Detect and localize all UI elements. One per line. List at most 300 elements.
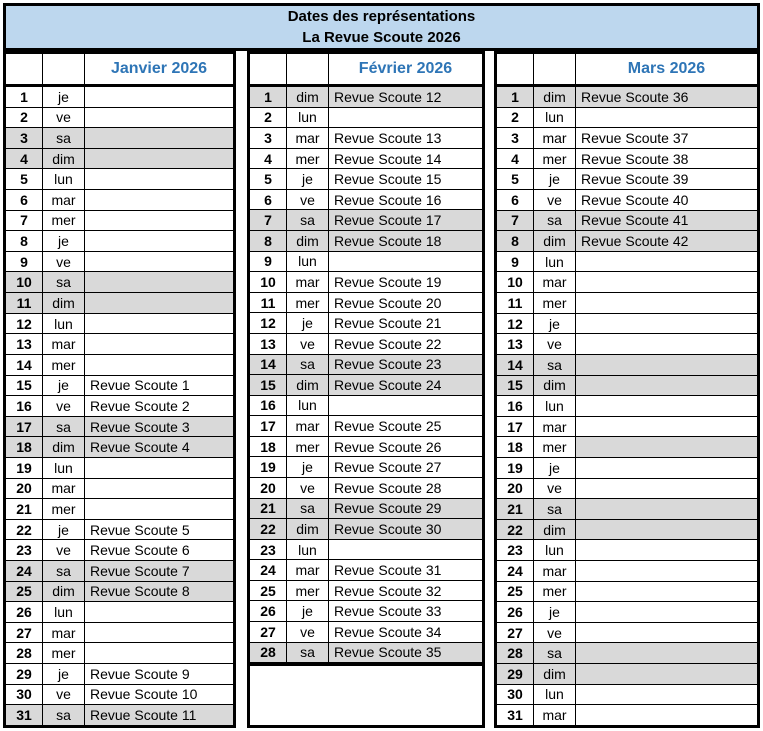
- event-cell: [576, 314, 757, 334]
- day-abbrev-cell: mar: [287, 128, 329, 148]
- event-cell: [329, 108, 482, 128]
- day-abbrev-cell: ve: [43, 540, 85, 560]
- calendar-row: [497, 128, 757, 149]
- event-cell: Revue Scoute 25: [334, 418, 442, 435]
- calendar-row: [497, 685, 757, 706]
- day-abbrev-cell: ve: [43, 252, 85, 272]
- day-abbrev-cell: sa: [43, 561, 85, 581]
- day-abbrev-cell: mar: [534, 705, 576, 725]
- calendar-row: [6, 582, 233, 603]
- day-number-cell: 7: [497, 211, 534, 231]
- event-cell: [85, 643, 233, 663]
- calendar-row: [250, 252, 482, 273]
- day-abbrev-cell: sa: [43, 417, 85, 437]
- day-number-cell: 27: [250, 622, 287, 642]
- day-abbrev-cell: sa: [287, 499, 329, 519]
- day-abbrev-cell: mer: [43, 499, 85, 519]
- calendar-row: [497, 705, 757, 725]
- day-number-cell: 8: [250, 231, 287, 251]
- event-cell: [576, 643, 757, 663]
- day-number-cell: 28: [497, 643, 534, 663]
- event-cell: [85, 252, 233, 272]
- day-number-cell: 2: [497, 108, 534, 128]
- calendar-row: [497, 396, 757, 417]
- day-abbrev-cell: mar: [534, 272, 576, 292]
- day-abbrev-cell: je: [534, 169, 576, 189]
- day-abbrev-cell: ve: [43, 685, 85, 705]
- calendar-row: [250, 540, 482, 561]
- event-cell: Revue Scoute 16: [334, 191, 442, 208]
- event-cell: [576, 479, 757, 499]
- calendar-row: [497, 602, 757, 623]
- schedule-sheet: [3, 3, 760, 728]
- header-spacer-abbr: [534, 54, 576, 84]
- calendar-row: [6, 314, 233, 335]
- event-cell: [329, 252, 482, 272]
- day-number-cell: 21: [497, 499, 534, 519]
- event-cell: Revue Scoute 31: [334, 562, 442, 579]
- day-abbrev-cell: mer: [287, 293, 329, 313]
- calendar-row: [497, 293, 757, 314]
- event-cell: [85, 211, 233, 231]
- day-abbrev-cell: mer: [43, 211, 85, 231]
- day-abbrev-cell: mer: [534, 293, 576, 313]
- calendar-row: [497, 149, 757, 170]
- calendar-row: [6, 334, 233, 355]
- event-cell: [576, 582, 757, 602]
- day-abbrev-cell: sa: [43, 128, 85, 148]
- day-abbrev-cell: ve: [287, 622, 329, 642]
- month-header-fevrier: [250, 54, 482, 87]
- day-number-cell: 2: [6, 108, 43, 128]
- calendar-row: [497, 623, 757, 644]
- event-cell: Revue Scoute 8: [90, 583, 190, 600]
- day-abbrev-cell: mar: [287, 560, 329, 580]
- event-cell: [85, 231, 233, 251]
- day-abbrev-cell: dim: [43, 437, 85, 457]
- event-cell: Revue Scoute 34: [334, 623, 442, 640]
- day-abbrev-cell: je: [43, 376, 85, 396]
- calendar-row: [250, 622, 482, 643]
- calendar-row: [250, 355, 482, 376]
- day-number-cell: 13: [6, 334, 43, 354]
- day-abbrev-cell: lun: [43, 314, 85, 334]
- day-number-cell: 18: [497, 437, 534, 457]
- event-cell: [576, 705, 757, 725]
- day-number-cell: 6: [497, 190, 534, 210]
- day-abbrev-cell: mar: [43, 479, 85, 499]
- event-cell: Revue Scoute 19: [334, 273, 442, 290]
- calendar-row: [6, 685, 233, 706]
- calendar-row: [497, 643, 757, 664]
- day-number-cell: 25: [250, 581, 287, 601]
- event-cell: Revue Scoute 23: [334, 356, 442, 373]
- day-abbrev-cell: lun: [534, 540, 576, 560]
- calendar-row: [250, 581, 482, 602]
- event-cell: Revue Scoute 5: [90, 521, 190, 538]
- event-cell: [576, 685, 757, 705]
- calendar-row: [250, 87, 482, 108]
- day-abbrev-cell: dim: [287, 375, 329, 395]
- day-number-cell: 31: [6, 705, 43, 725]
- calendar-row: [497, 417, 757, 438]
- calendar-row: [250, 313, 482, 334]
- day-number-cell: 3: [497, 128, 534, 148]
- event-cell: [329, 396, 482, 416]
- calendar-row: [497, 561, 757, 582]
- event-cell: Revue Scoute 13: [334, 129, 442, 146]
- day-number-cell: 22: [6, 520, 43, 540]
- day-abbrev-cell: dim: [43, 149, 85, 169]
- calendar-row: [6, 293, 233, 314]
- day-abbrev-cell: mer: [287, 581, 329, 601]
- event-cell: [576, 376, 757, 396]
- event-cell: Revue Scoute 17: [334, 212, 442, 229]
- calendar-row: [6, 479, 233, 500]
- day-abbrev-cell: lun: [534, 685, 576, 705]
- event-cell: Revue Scoute 6: [90, 542, 190, 559]
- calendar-row: [250, 560, 482, 581]
- event-cell: [576, 664, 757, 684]
- calendar-row: [6, 190, 233, 211]
- day-abbrev-cell: ve: [287, 190, 329, 210]
- day-abbrev-cell: sa: [287, 643, 329, 663]
- event-cell: [85, 623, 233, 643]
- day-abbrev-cell: sa: [287, 210, 329, 230]
- event-cell: Revue Scoute 10: [90, 686, 198, 703]
- calendar-row: [6, 211, 233, 232]
- calendar-row: [6, 376, 233, 397]
- calendar-row: [497, 520, 757, 541]
- day-number-cell: 15: [6, 376, 43, 396]
- event-cell: [85, 479, 233, 499]
- empty-filler-area: [250, 663, 482, 725]
- calendar-row: [6, 417, 233, 438]
- event-cell: [85, 149, 233, 169]
- day-number-cell: 26: [6, 602, 43, 622]
- calendar-row: [250, 519, 482, 540]
- day-number-cell: 5: [250, 169, 287, 189]
- day-abbrev-cell: lun: [43, 458, 85, 478]
- day-number-cell: 28: [6, 643, 43, 663]
- calendar-row: [6, 128, 233, 149]
- day-number-cell: 6: [6, 190, 43, 210]
- day-abbrev-cell: ve: [534, 334, 576, 354]
- day-number-cell: 3: [6, 128, 43, 148]
- day-number-cell: 25: [497, 582, 534, 602]
- day-abbrev-cell: dim: [287, 519, 329, 539]
- event-cell: Revue Scoute 14: [334, 150, 442, 167]
- calendar-row: [6, 664, 233, 685]
- calendar-row: [497, 376, 757, 397]
- day-abbrev-cell: lun: [287, 540, 329, 560]
- event-cell: [576, 334, 757, 354]
- event-cell: [576, 396, 757, 416]
- day-abbrev-cell: lun: [287, 396, 329, 416]
- calendar-row: [497, 231, 757, 252]
- title-box: [3, 3, 760, 51]
- day-number-cell: 18: [250, 437, 287, 457]
- day-abbrev-cell: mar: [534, 417, 576, 437]
- event-cell: [576, 458, 757, 478]
- day-abbrev-cell: je: [43, 231, 85, 251]
- day-number-cell: 26: [250, 601, 287, 621]
- event-cell: Revue Scoute 40: [581, 191, 689, 208]
- calendar-row: [497, 582, 757, 603]
- calendar-row: [250, 416, 482, 437]
- day-abbrev-cell: mar: [43, 334, 85, 354]
- day-number-cell: 23: [497, 540, 534, 560]
- day-abbrev-cell: dim: [534, 520, 576, 540]
- event-cell: Revue Scoute 37: [581, 130, 689, 147]
- day-abbrev-cell: mar: [534, 128, 576, 148]
- day-abbrev-cell: dim: [287, 231, 329, 251]
- event-cell: [85, 87, 233, 107]
- calendar-row: [6, 458, 233, 479]
- day-abbrev-cell: lun: [534, 108, 576, 128]
- event-cell: Revue Scoute 32: [334, 582, 442, 599]
- day-abbrev-cell: mer: [287, 149, 329, 169]
- event-cell: [85, 355, 233, 375]
- calendar-row: [497, 479, 757, 500]
- event-cell: [576, 499, 757, 519]
- event-cell: [85, 499, 233, 519]
- day-number-cell: 30: [6, 685, 43, 705]
- day-abbrev-cell: lun: [534, 396, 576, 416]
- event-cell: [576, 272, 757, 292]
- day-abbrev-cell: dim: [287, 87, 329, 107]
- event-cell: Revue Scoute 33: [334, 603, 442, 620]
- calendar-row: [497, 190, 757, 211]
- calendar-row: [250, 334, 482, 355]
- calendar-row: [250, 375, 482, 396]
- calendar-row: [497, 437, 757, 458]
- calendar-row: [497, 272, 757, 293]
- calendar-row: [250, 499, 482, 520]
- day-number-cell: 5: [497, 169, 534, 189]
- day-number-cell: 14: [6, 355, 43, 375]
- header-spacer-abbr: [287, 54, 329, 84]
- day-abbrev-cell: dim: [534, 231, 576, 251]
- month-title-fevrier: Février 2026: [358, 60, 453, 77]
- day-abbrev-cell: dim: [534, 87, 576, 107]
- day-number-cell: 14: [497, 355, 534, 375]
- event-cell: Revue Scoute 7: [90, 562, 190, 579]
- calendar-row: [497, 664, 757, 685]
- calendar-row: [250, 478, 482, 499]
- event-cell: Revue Scoute 41: [581, 212, 689, 229]
- day-number-cell: 17: [497, 417, 534, 437]
- day-number-cell: 21: [250, 499, 287, 519]
- event-cell: Revue Scoute 2: [90, 397, 190, 414]
- calendar-row: [250, 149, 482, 170]
- day-number-cell: 7: [6, 211, 43, 231]
- day-abbrev-cell: ve: [534, 190, 576, 210]
- day-number-cell: 24: [6, 561, 43, 581]
- day-abbrev-cell: ve: [287, 478, 329, 498]
- month-janvier: [3, 51, 236, 728]
- calendar-row: [6, 705, 233, 725]
- header-spacer-num: [250, 54, 287, 84]
- event-cell: Revue Scoute 12: [334, 88, 442, 105]
- event-cell: Revue Scoute 28: [334, 479, 442, 496]
- day-abbrev-cell: sa: [534, 499, 576, 519]
- calendar-row: [250, 601, 482, 622]
- day-abbrev-cell: sa: [534, 643, 576, 663]
- day-number-cell: 9: [6, 252, 43, 272]
- day-number-cell: 1: [250, 87, 287, 107]
- day-number-cell: 24: [497, 561, 534, 581]
- day-abbrev-cell: mar: [287, 272, 329, 292]
- event-cell: Revue Scoute 29: [334, 500, 442, 517]
- day-abbrev-cell: sa: [287, 355, 329, 375]
- day-number-cell: 21: [6, 499, 43, 519]
- day-number-cell: 11: [6, 293, 43, 313]
- event-cell: [85, 314, 233, 334]
- calendar-row: [250, 128, 482, 149]
- day-abbrev-cell: mer: [534, 437, 576, 457]
- event-cell: [576, 540, 757, 560]
- calendar-row: [250, 231, 482, 252]
- calendar-row: [497, 499, 757, 520]
- calendar-row: [250, 272, 482, 293]
- day-abbrev-cell: dim: [43, 582, 85, 602]
- day-number-cell: 12: [497, 314, 534, 334]
- event-cell: [576, 602, 757, 622]
- event-cell: [576, 437, 757, 457]
- event-cell: [85, 169, 233, 189]
- event-cell: [576, 293, 757, 313]
- day-number-cell: 14: [250, 355, 287, 375]
- day-number-cell: 9: [250, 252, 287, 272]
- day-abbrev-cell: lun: [43, 602, 85, 622]
- calendar-row: [6, 355, 233, 376]
- day-number-cell: 5: [6, 169, 43, 189]
- event-cell: [85, 602, 233, 622]
- day-abbrev-cell: mer: [43, 643, 85, 663]
- calendar-row: [6, 437, 233, 458]
- day-abbrev-cell: dim: [534, 376, 576, 396]
- event-cell: [85, 458, 233, 478]
- event-cell: [576, 108, 757, 128]
- month-header-janvier: [6, 54, 233, 87]
- day-abbrev-cell: je: [43, 87, 85, 107]
- calendar-row: [497, 252, 757, 273]
- calendar-row: [497, 540, 757, 561]
- day-number-cell: 4: [250, 149, 287, 169]
- event-cell: [85, 108, 233, 128]
- event-cell: Revue Scoute 21: [334, 315, 442, 332]
- month-title-janvier: Janvier 2026: [110, 60, 208, 77]
- calendar-row: [6, 252, 233, 273]
- day-abbrev-cell: lun: [287, 252, 329, 272]
- day-abbrev-cell: mar: [534, 561, 576, 581]
- header-spacer-abbr: [43, 54, 85, 84]
- day-abbrev-cell: je: [287, 457, 329, 477]
- day-number-cell: 12: [6, 314, 43, 334]
- calendar-row: [6, 499, 233, 520]
- calendar-row: [497, 211, 757, 232]
- day-number-cell: 16: [250, 396, 287, 416]
- day-abbrev-cell: sa: [43, 705, 85, 725]
- day-abbrev-cell: je: [287, 601, 329, 621]
- day-abbrev-cell: lun: [43, 169, 85, 189]
- day-number-cell: 17: [250, 416, 287, 436]
- event-cell: [576, 561, 757, 581]
- day-number-cell: 19: [497, 458, 534, 478]
- day-number-cell: 22: [497, 520, 534, 540]
- calendar-row: [6, 396, 233, 417]
- day-number-cell: 19: [6, 458, 43, 478]
- day-abbrev-cell: ve: [534, 623, 576, 643]
- day-number-cell: 10: [497, 272, 534, 292]
- calendar-row: [6, 520, 233, 541]
- calendar-row: [6, 87, 233, 108]
- event-cell: Revue Scoute 22: [334, 335, 442, 352]
- day-number-cell: 13: [250, 334, 287, 354]
- event-cell: [85, 334, 233, 354]
- day-number-cell: 10: [250, 272, 287, 292]
- event-cell: Revue Scoute 11: [90, 707, 197, 724]
- calendar-row: [6, 602, 233, 623]
- event-cell: [85, 128, 233, 148]
- event-cell: [576, 417, 757, 437]
- day-number-cell: 30: [497, 685, 534, 705]
- day-abbrev-cell: mer: [534, 582, 576, 602]
- day-number-cell: 26: [497, 602, 534, 622]
- calendar-row: [250, 437, 482, 458]
- calendar-row: [6, 643, 233, 664]
- day-abbrev-cell: ve: [534, 479, 576, 499]
- event-cell: Revue Scoute 4: [90, 439, 190, 456]
- event-cell: [85, 293, 233, 313]
- title-line-2: La Revue Scoute 2026: [302, 29, 461, 46]
- event-cell: Revue Scoute 27: [334, 459, 442, 476]
- day-number-cell: 9: [497, 252, 534, 272]
- event-cell: Revue Scoute 18: [334, 232, 442, 249]
- event-cell: Revue Scoute 38: [581, 150, 689, 167]
- month-title-mars: Mars 2026: [627, 60, 706, 77]
- event-cell: [576, 623, 757, 643]
- day-abbrev-cell: je: [534, 314, 576, 334]
- calendar-row: [497, 169, 757, 190]
- month-fevrier: [247, 51, 485, 728]
- event-cell: Revue Scoute 30: [334, 520, 442, 537]
- calendar-row: [6, 561, 233, 582]
- day-abbrev-cell: je: [534, 602, 576, 622]
- calendar-row: [497, 334, 757, 355]
- day-number-cell: 29: [6, 664, 43, 684]
- header-spacer-num: [497, 54, 534, 84]
- day-number-cell: 12: [250, 313, 287, 333]
- day-abbrev-cell: ve: [43, 108, 85, 128]
- day-number-cell: 27: [6, 623, 43, 643]
- event-cell: Revue Scoute 36: [581, 88, 689, 105]
- event-cell: Revue Scoute 1: [90, 377, 190, 394]
- calendar-row: [497, 355, 757, 376]
- event-cell: [85, 190, 233, 210]
- calendar-row: [250, 108, 482, 129]
- event-cell: [85, 272, 233, 292]
- day-abbrev-cell: mer: [534, 149, 576, 169]
- day-abbrev-cell: je: [287, 313, 329, 333]
- header-spacer-num: [6, 54, 43, 84]
- day-abbrev-cell: ve: [287, 334, 329, 354]
- day-abbrev-cell: je: [534, 458, 576, 478]
- day-number-cell: 6: [250, 190, 287, 210]
- day-number-cell: 18: [6, 437, 43, 457]
- calendar-row: [6, 108, 233, 129]
